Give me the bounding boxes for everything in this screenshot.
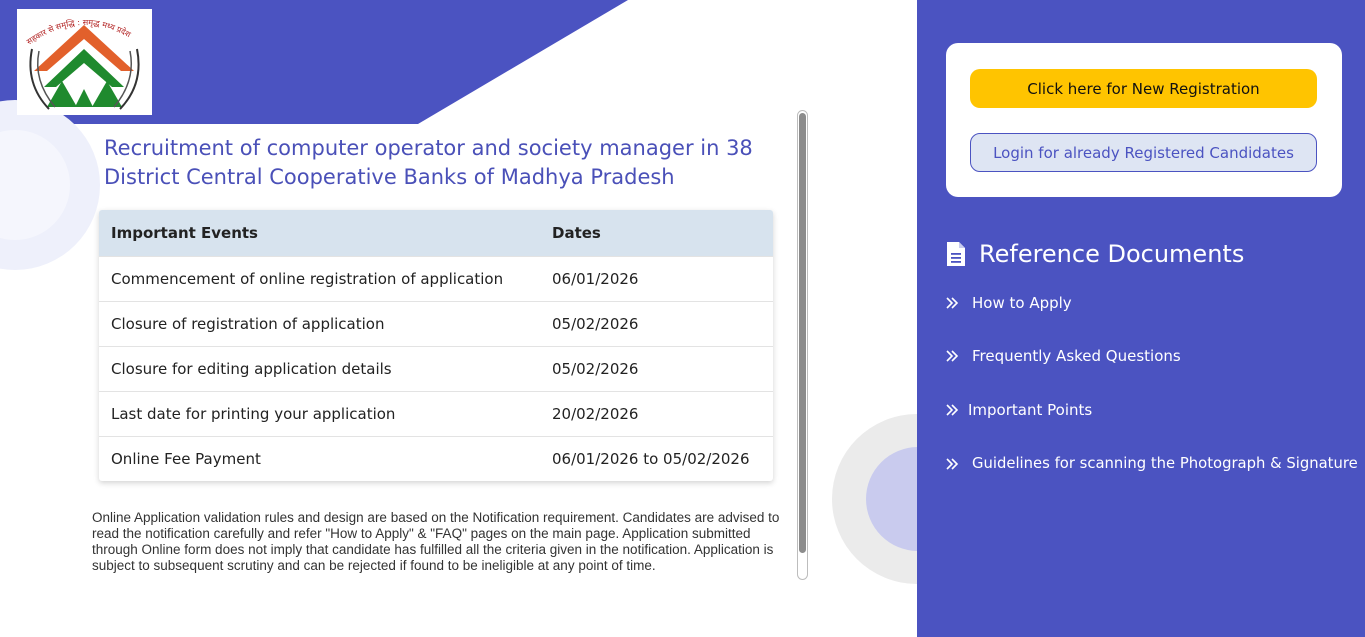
events-table	[99, 210, 773, 481]
reference-link-how-to-apply[interactable]	[945, 294, 1072, 312]
new-registration-button[interactable]: Click here for New Registration	[970, 69, 1317, 108]
column-header-dates: Dates	[538, 210, 773, 256]
scrollbar-thumb[interactable]	[799, 113, 806, 553]
table-row	[99, 346, 773, 391]
date-cell: 05/02/2026	[538, 346, 773, 391]
reference-link-label: Frequently Asked Questions	[972, 347, 1181, 365]
reference-link-label: Guidelines for scanning the Photograph & Signature	[972, 455, 1358, 472]
event-cell: Closure of registration of application	[99, 301, 538, 346]
login-button[interactable]: Login for already Registered Candidates	[970, 133, 1317, 172]
table-row	[99, 391, 773, 436]
event-cell: Closure for editing application details	[99, 346, 538, 391]
vertical-scrollbar[interactable]	[797, 110, 808, 580]
event-cell: Last date for printing your application	[99, 391, 538, 436]
double-chevron-right-icon	[945, 296, 959, 310]
date-cell: 05/02/2026	[538, 301, 773, 346]
reference-documents-heading	[945, 240, 1244, 268]
organization-logo	[17, 9, 152, 115]
date-cell: 06/01/2026 to 05/02/2026	[538, 436, 773, 481]
column-header-events: Important Events	[99, 210, 538, 256]
reference-link-important-points[interactable]	[945, 401, 1092, 419]
date-cell: 06/01/2026	[538, 256, 773, 301]
document-icon	[945, 241, 967, 267]
reference-link-faq[interactable]	[945, 347, 1181, 365]
double-chevron-right-icon	[945, 457, 959, 471]
event-cell: Commencement of online registration of application	[99, 256, 538, 301]
double-chevron-right-icon	[945, 349, 959, 363]
reference-link-scanning-guidelines[interactable]	[945, 455, 1358, 472]
notice-text: Online Application validation rules and design are based on the Notification requirement. Candidates are advised to read the notification carefully and refer "How to Apply" & "FAQ" pages on the main page. Application submitted through Online form does not imply that candidate has fulfilled all the criteria given in the notification. Application is subject to subsequent scrutiny and can be rejected if found to be ineligible at any point of time.	[92, 510, 780, 573]
table-row	[99, 436, 773, 481]
sidebar	[917, 0, 1365, 637]
reference-link-label: Important Points	[968, 401, 1093, 419]
logo-text: सहकार से समृद्धि : समृद्ध मध्य प्रदेश	[25, 17, 133, 47]
double-chevron-right-icon	[945, 403, 959, 417]
reference-link-label: How to Apply	[972, 294, 1072, 312]
table-row	[99, 301, 773, 346]
main-content	[92, 124, 797, 574]
reference-documents-title: Reference Documents	[979, 240, 1245, 268]
registration-card	[946, 43, 1342, 197]
event-cell: Online Fee Payment	[99, 436, 538, 481]
date-cell: 20/02/2026	[538, 391, 773, 436]
events-card	[99, 210, 773, 481]
table-row	[99, 256, 773, 301]
page-title: Recruitment of computer operator and society manager in 38 District Central Cooperative Banks of Madhya Pradesh	[104, 136, 753, 189]
table-header-row	[99, 210, 773, 256]
